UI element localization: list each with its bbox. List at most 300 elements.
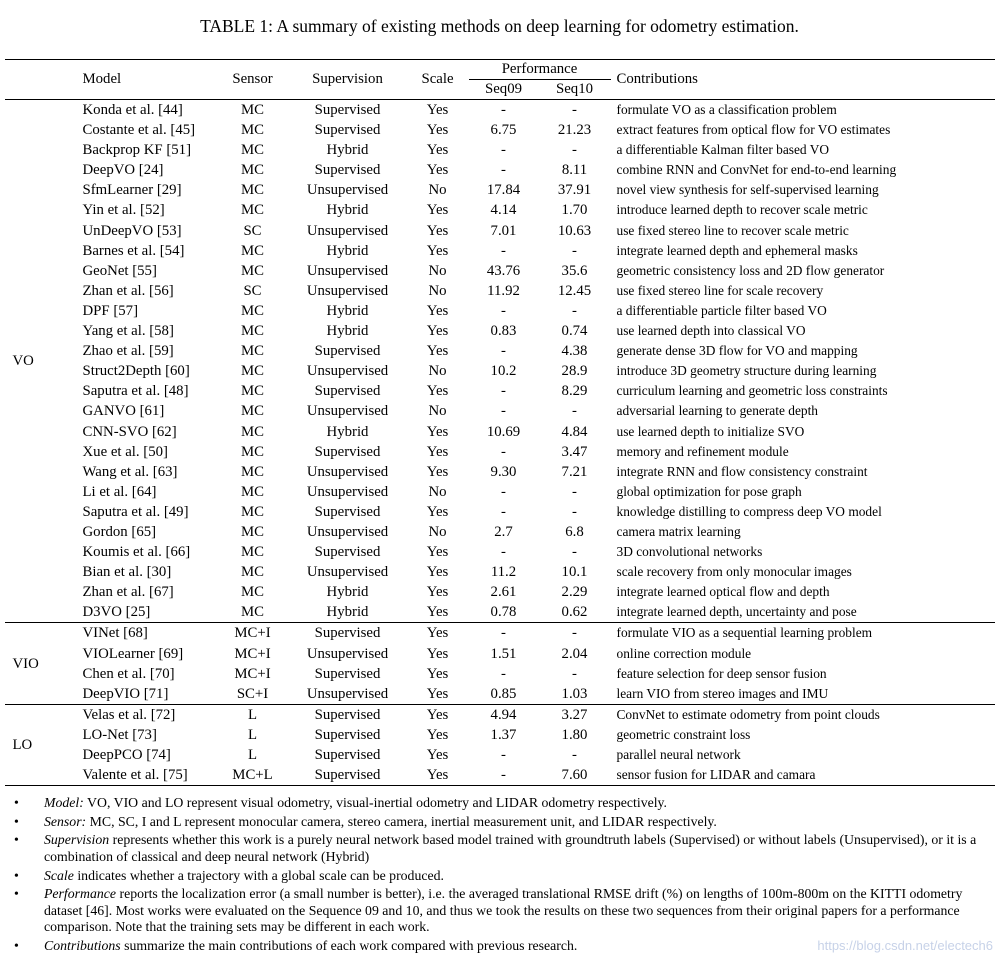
- cell-model: Wang et al. [63]: [82, 463, 178, 480]
- cell-supervision: Unsupervised: [306, 685, 389, 702]
- cell-seq09: 43.76: [486, 262, 521, 279]
- header-seq09: Seq09: [485, 81, 522, 97]
- header-contributions: Contributions: [616, 71, 698, 87]
- cell-contributions: use fixed stereo line for scale recovery: [616, 282, 824, 298]
- table-row: [5, 281, 995, 301]
- cell-supervision: Supervised: [314, 122, 381, 139]
- cell-seq10: 28.9: [561, 363, 588, 380]
- cell-sensor: MC: [240, 262, 265, 279]
- cell-sensor: MC: [240, 383, 265, 400]
- cell-contributions: integrate learned optical flow and depth: [616, 584, 830, 600]
- cell-sensor: MC: [240, 443, 265, 460]
- table-row: [5, 160, 995, 180]
- cell-supervision: Supervised: [314, 726, 381, 743]
- cell-seq10: 21.23: [557, 122, 592, 139]
- cell-supervision: Unsupervised: [306, 403, 389, 420]
- cell-supervision: Hybrid: [326, 142, 369, 159]
- cell-sensor: MC: [240, 202, 265, 219]
- cell-contributions: integrate RNN and flow consistency constraint: [616, 463, 868, 479]
- cell-supervision: Supervised: [314, 343, 381, 360]
- cell-seq10: 1.80: [561, 726, 588, 743]
- cell-sensor: MC: [240, 403, 265, 420]
- header-sensor: Sensor: [232, 71, 273, 87]
- cell-seq09: 10.69: [486, 423, 521, 440]
- cell-sensor: MC: [240, 604, 265, 621]
- cell-model: Backprop KF [51]: [82, 142, 191, 159]
- cell-sensor: MC: [240, 523, 265, 540]
- table-row: [5, 562, 995, 582]
- cell-model: Yin et al. [52]: [82, 202, 165, 219]
- cell-scale: No: [428, 182, 447, 199]
- cell-seq09: 4.94: [469, 704, 539, 725]
- cell-scale: No: [428, 483, 447, 500]
- cell-scale: Yes: [426, 747, 449, 763]
- cell-contributions: geometric consistency loss and 2D flow generator: [616, 262, 885, 278]
- table-row: [5, 542, 995, 562]
- cell-contributions: formulate VO as a classification problem: [611, 100, 995, 121]
- table-row: [5, 301, 995, 321]
- cell-seq10: 7.60: [561, 767, 588, 784]
- table-row: [5, 684, 995, 705]
- cell-model: Zhao et al. [59]: [82, 343, 174, 360]
- cell-seq10: -: [572, 242, 577, 259]
- cell-model: VINet [68]: [77, 623, 217, 644]
- methods-table: [5, 59, 995, 786]
- cell-seq09: -: [501, 747, 506, 763]
- cell-seq10: 0.62: [561, 604, 588, 621]
- cell-model: Barnes et al. [54]: [82, 242, 185, 259]
- cell-seq10: -: [572, 747, 577, 763]
- table-row: [5, 381, 995, 401]
- cell-model: Costante et al. [45]: [82, 122, 196, 139]
- cell-seq10: 4.84: [561, 423, 588, 440]
- cell-scale: Yes: [426, 443, 449, 460]
- cell-sensor: MC: [240, 182, 265, 199]
- cell-seq09: 10.2: [490, 363, 517, 380]
- cell-seq09: 0.85: [490, 685, 517, 702]
- header-supervision: Supervision: [312, 71, 383, 87]
- cell-sensor: MC: [217, 100, 289, 121]
- cell-scale: Yes: [426, 323, 449, 340]
- cell-seq09: 4.14: [490, 202, 517, 219]
- cell-contributions: combine RNN and ConvNet for end-to-end learning: [616, 162, 897, 178]
- cell-seq09: -: [501, 162, 506, 179]
- cell-sensor: MC: [240, 242, 265, 259]
- table-row: [5, 120, 995, 140]
- table-row: [5, 623, 995, 644]
- cell-scale: Yes: [426, 564, 449, 581]
- cell-scale: Yes: [426, 685, 449, 702]
- cell-contributions: use fixed stereo line to recover scale metric: [616, 222, 849, 238]
- cell-scale: No: [428, 282, 447, 299]
- header-group-column: [5, 60, 77, 100]
- cell-seq10: 2.04: [561, 645, 588, 662]
- cell-model: Struct2Depth [60]: [82, 363, 190, 380]
- cell-contributions: online correction module: [616, 645, 752, 661]
- cell-model: GANVO [61]: [82, 403, 165, 420]
- cell-sensor: MC+I: [234, 645, 271, 662]
- cell-seq09: -: [501, 142, 506, 159]
- cell-supervision: Supervised: [314, 443, 381, 460]
- table-row: [5, 180, 995, 200]
- cell-supervision: Supervised: [314, 503, 381, 520]
- cell-supervision: Hybrid: [326, 202, 369, 219]
- cell-seq09: -: [469, 100, 539, 121]
- cell-supervision: Hybrid: [326, 584, 369, 601]
- cell-seq09: 7.01: [490, 222, 517, 239]
- cell-scale: Yes: [426, 122, 449, 139]
- cell-supervision: Supervised: [314, 544, 381, 561]
- cell-contributions: formulate VIO as a sequential learning problem: [611, 623, 995, 644]
- cell-contributions: a differentiable Kalman filter based VO: [616, 142, 830, 158]
- cell-contributions: extract features from optical flow for VO estimates: [616, 122, 891, 138]
- cell-sensor: MC+L: [232, 767, 273, 784]
- cell-scale: Yes: [426, 343, 449, 360]
- cell-seq10: 35.6: [561, 262, 588, 279]
- cell-model: DeepVO [24]: [82, 162, 164, 179]
- cell-scale: Yes: [426, 726, 449, 743]
- cell-supervision: Hybrid: [326, 423, 369, 440]
- cell-supervision: Supervised: [314, 383, 381, 400]
- footnote-lead: Contributions: [44, 937, 121, 953]
- cell-seq09: 1.37: [490, 726, 517, 743]
- cell-seq10: -: [572, 503, 577, 520]
- cell-sensor: SC+I: [236, 685, 269, 702]
- cell-contributions: novel view synthesis for self-supervised learning: [616, 182, 879, 198]
- cell-contributions: introduce learned depth to recover scale metric: [616, 202, 868, 218]
- cell-sensor: SC: [243, 222, 262, 239]
- table-row: [5, 522, 995, 542]
- cell-sensor: SC: [243, 282, 262, 299]
- cell-scale: No: [428, 523, 447, 540]
- table-row: [5, 200, 995, 220]
- cell-contributions: use learned depth into classical VO: [616, 323, 806, 339]
- table-row: [5, 401, 995, 421]
- cell-scale: Yes: [426, 584, 449, 601]
- cell-seq10: -: [572, 302, 577, 319]
- cell-seq10: 7.21: [561, 463, 588, 480]
- footnote-lead: Performance: [44, 886, 117, 902]
- cell-model: LO-Net [73]: [82, 726, 157, 743]
- cell-seq10: 0.74: [561, 323, 588, 340]
- cell-sensor: MC: [240, 302, 265, 319]
- cell-contributions: introduce 3D geometry structure during learning: [616, 363, 877, 379]
- table-row: [5, 341, 995, 361]
- cell-seq10: -: [572, 403, 577, 420]
- cell-seq09: -: [501, 242, 506, 259]
- cell-model: Chen et al. [70]: [82, 665, 175, 682]
- cell-model: UnDeepVO [53]: [82, 222, 182, 239]
- cell-seq10: 8.11: [561, 162, 588, 179]
- cell-seq10: -: [539, 623, 611, 644]
- cell-scale: Yes: [426, 222, 449, 239]
- table-row: [5, 361, 995, 381]
- cell-scale: Yes: [407, 100, 469, 121]
- footnote: • Sensor: MC, SC, I and L represent monocular camera, stereo camera, inertial measurement unit, and LIDAR respectively.: [44, 814, 991, 831]
- cell-scale: Yes: [426, 162, 449, 179]
- footnote: • Contributions summarize the main contributions of each work compared with previous research.: [44, 938, 991, 955]
- cell-seq09: 9.30: [490, 463, 517, 480]
- cell-supervision: Supervised: [314, 747, 381, 763]
- cell-contributions: feature selection for deep sensor fusion: [616, 665, 827, 681]
- cell-seq10: 2.29: [561, 584, 588, 601]
- cell-seq10: 4.38: [561, 343, 588, 360]
- cell-seq10: 6.8: [565, 523, 584, 540]
- cell-scale: Yes: [426, 544, 449, 561]
- group-label-vio: VIO: [5, 623, 77, 704]
- cell-model: DPF [57]: [82, 302, 138, 319]
- footnote: • Model: VO, VIO and LO represent visual odometry, visual-inertial odometry and LIDAR odometry respectively.: [44, 795, 991, 812]
- cell-seq09: -: [501, 403, 506, 420]
- cell-seq10: 3.47: [561, 443, 588, 460]
- cell-scale: No: [428, 262, 447, 279]
- cell-seq10: -: [572, 544, 577, 561]
- cell-seq10: 3.27: [539, 704, 611, 725]
- footnote: • Supervision represents whether this work is a purely neural network based model trained with groundtruth labels (Supervised) or without labels (Unsupervised), or it is a combination of classical and deep neural network (Hybrid): [44, 832, 991, 865]
- cell-model: Koumis et al. [66]: [82, 544, 191, 561]
- cell-model: DeepPCO [74]: [82, 747, 171, 763]
- footnote-lead: Supervision: [44, 832, 110, 848]
- cell-model: Xue et al. [50]: [82, 443, 168, 460]
- cell-model: GeoNet [55]: [82, 262, 157, 279]
- cell-seq09: 0.83: [490, 323, 517, 340]
- table-row: [5, 582, 995, 602]
- footnote-lead: Scale: [44, 867, 74, 883]
- table-row: [5, 745, 995, 765]
- footnote-lead: Model:: [44, 795, 84, 811]
- cell-contributions: geometric constraint loss: [616, 726, 751, 742]
- cell-supervision: Unsupervised: [306, 363, 389, 380]
- cell-supervision: Unsupervised: [306, 262, 389, 279]
- cell-model: Zhan et al. [56]: [82, 282, 174, 299]
- cell-model: Li et al. [64]: [82, 483, 157, 500]
- cell-seq10: 1.03: [561, 685, 588, 702]
- cell-contributions: sensor fusion for LIDAR and camara: [616, 767, 816, 783]
- table-row: [5, 100, 995, 121]
- cell-contributions: a differentiable particle filter based VO: [616, 302, 827, 318]
- cell-contributions: learn VIO from stereo images and IMU: [616, 685, 829, 701]
- cell-contributions: use learned depth to initialize SVO: [616, 423, 805, 439]
- cell-supervision: Unsupervised: [306, 182, 389, 199]
- cell-seq09: 1.51: [490, 645, 517, 662]
- table-row: [5, 765, 995, 786]
- cell-supervision: Supervised: [314, 162, 381, 179]
- cell-sensor: L: [247, 747, 258, 763]
- cell-scale: Yes: [426, 242, 449, 259]
- cell-scale: No: [428, 403, 447, 420]
- cell-seq10: -: [572, 142, 577, 159]
- cell-sensor: MC: [240, 503, 265, 520]
- cell-seq09: 2.7: [494, 523, 513, 540]
- cell-seq09: -: [501, 503, 506, 520]
- cell-supervision: Unsupervised: [306, 483, 389, 500]
- cell-model: Konda et al. [44]: [77, 100, 217, 121]
- header-model: Model: [82, 71, 122, 87]
- cell-sensor: MC: [240, 142, 265, 159]
- cell-seq10: 1.70: [561, 202, 588, 219]
- cell-seq09: -: [501, 443, 506, 460]
- cell-seq09: -: [501, 544, 506, 561]
- cell-supervision: Hybrid: [326, 604, 369, 621]
- cell-seq09: 2.61: [490, 584, 517, 601]
- table-row: [5, 602, 995, 623]
- table-row: [5, 321, 995, 341]
- cell-seq09: 11.92: [487, 282, 520, 299]
- cell-supervision: Unsupervised: [306, 564, 389, 581]
- header-seq10: Seq10: [556, 81, 593, 97]
- cell-model: Zhan et al. [67]: [82, 584, 174, 601]
- cell-supervision: Unsupervised: [306, 222, 389, 239]
- cell-contributions: ConvNet to estimate odometry from point clouds: [611, 704, 995, 725]
- cell-supervision: Unsupervised: [306, 523, 389, 540]
- cell-model: Velas et al. [72]: [77, 704, 217, 725]
- cell-sensor: MC: [240, 564, 265, 581]
- table-row: [5, 482, 995, 502]
- cell-contributions: generate dense 3D flow for VO and mapping: [616, 343, 858, 359]
- cell-sensor: MC: [240, 343, 265, 360]
- group-label-lo: LO: [5, 704, 77, 785]
- cell-supervision: Hybrid: [326, 302, 369, 319]
- cell-scale: No: [428, 363, 447, 380]
- cell-contributions: 3D convolutional networks: [616, 544, 763, 560]
- table-row: [5, 140, 995, 160]
- cell-seq09: -: [501, 343, 506, 360]
- cell-sensor: MC: [240, 544, 265, 561]
- cell-seq09: -: [501, 383, 506, 400]
- cell-contributions: knowledge distilling to compress deep VO model: [616, 503, 882, 519]
- cell-seq09: -: [501, 767, 506, 784]
- cell-seq10: 12.45: [557, 282, 592, 299]
- cell-scale: Yes: [426, 423, 449, 440]
- cell-supervision: Hybrid: [326, 323, 369, 340]
- cell-sensor: MC: [240, 423, 265, 440]
- table-caption: TABLE 1: A summary of existing methods on deep learning for odometry estimation.: [200, 16, 799, 36]
- cell-scale: Yes: [426, 302, 449, 319]
- cell-seq09: -: [501, 665, 506, 682]
- table-row: [5, 462, 995, 482]
- cell-supervision: Hybrid: [326, 242, 369, 259]
- cell-sensor: L: [217, 704, 289, 725]
- cell-seq09: -: [501, 483, 506, 500]
- cell-sensor: MC: [240, 483, 265, 500]
- cell-seq10: -: [572, 665, 577, 682]
- cell-seq09: 6.75: [490, 122, 517, 139]
- cell-model: Bian et al. [30]: [82, 564, 172, 581]
- cell-scale: Yes: [426, 604, 449, 621]
- footnote: • Scale indicates whether a trajectory with a global scale can be produced.: [44, 868, 991, 885]
- cell-model: CNN-SVO [62]: [82, 423, 177, 440]
- table-row: [5, 644, 995, 664]
- cell-supervision: Unsupervised: [306, 282, 389, 299]
- cell-model: SfmLearner [29]: [82, 182, 182, 199]
- table-header: [5, 60, 995, 100]
- cell-seq09: 17.84: [486, 182, 521, 199]
- cell-sensor: MC+I: [217, 623, 289, 644]
- cell-scale: Yes: [426, 645, 449, 662]
- cell-contributions: memory and refinement module: [616, 443, 789, 459]
- cell-supervision: Unsupervised: [306, 645, 389, 662]
- table-row: [5, 221, 995, 241]
- cell-sensor: L: [247, 726, 258, 743]
- cell-seq10: 37.91: [557, 182, 592, 199]
- cell-seq09: -: [469, 623, 539, 644]
- cell-sensor: MC: [240, 363, 265, 380]
- cell-seq09: 0.78: [490, 604, 517, 621]
- cell-contributions: integrate learned depth, uncertainty and pose: [616, 604, 857, 620]
- cell-seq10: 8.29: [561, 383, 588, 400]
- cell-supervision: Supervised: [289, 704, 407, 725]
- group-label-vo: VO: [5, 100, 77, 623]
- cell-seq10: 10.1: [561, 564, 588, 581]
- table-row: [5, 725, 995, 745]
- table-row: [5, 664, 995, 684]
- cell-supervision: Supervised: [314, 767, 381, 784]
- table-body: [5, 100, 995, 786]
- header-performance: Performance: [469, 60, 611, 80]
- cell-sensor: MC: [240, 122, 265, 139]
- cell-model: Gordon [65]: [82, 523, 157, 540]
- footnote: • Performance reports the localization error (a small number is better), i.e. the averaged translational RMSE drift (%) on lengths of 100m-800m on the KITTI odometry dataset [46]. Most works were evaluated on the Sequence 09 and 10, and thus we took the results on these two sequences from their original papers for a performance comparison. Note that the training sets may be different in each work.: [44, 886, 991, 936]
- cell-supervision: Supervised: [289, 100, 407, 121]
- cell-scale: Yes: [426, 767, 449, 784]
- cell-scale: Yes: [426, 503, 449, 520]
- cell-model: Saputra et al. [48]: [82, 383, 189, 400]
- cell-sensor: MC: [240, 323, 265, 340]
- cell-seq09: 11.2: [490, 564, 517, 581]
- cell-seq10: 10.63: [557, 222, 592, 239]
- table-row: [5, 241, 995, 261]
- cell-supervision: Supervised: [314, 665, 381, 682]
- cell-sensor: MC: [240, 584, 265, 601]
- cell-model: Saputra et al. [49]: [82, 503, 189, 520]
- cell-sensor: MC: [240, 463, 265, 480]
- cell-supervision: Unsupervised: [306, 463, 389, 480]
- cell-contributions: curriculum learning and geometric loss constraints: [616, 383, 888, 399]
- cell-contributions: camera matrix learning: [616, 523, 741, 539]
- table-row: [5, 261, 995, 281]
- cell-contributions: adversarial learning to generate depth: [616, 403, 819, 419]
- cell-supervision: Supervised: [289, 623, 407, 644]
- watermark: https://blog.csdn.net/electech6: [817, 938, 993, 953]
- cell-sensor: MC+I: [234, 665, 271, 682]
- header-scale: Scale: [421, 71, 454, 87]
- cell-scale: Yes: [426, 463, 449, 480]
- table-row: [5, 422, 995, 442]
- cell-scale: Yes: [426, 665, 449, 682]
- cell-seq10: -: [539, 100, 611, 121]
- cell-seq10: -: [572, 483, 577, 500]
- cell-scale: Yes: [426, 142, 449, 159]
- cell-contributions: global optimization for pose graph: [616, 483, 802, 499]
- cell-contributions: parallel neural network: [616, 747, 741, 762]
- cell-sensor: MC: [240, 162, 265, 179]
- cell-scale: Yes: [426, 202, 449, 219]
- cell-scale: Yes: [426, 383, 449, 400]
- cell-model: Yang et al. [58]: [82, 323, 174, 340]
- footnote-lead: Sensor:: [44, 813, 87, 829]
- footnotes-list: [0, 795, 999, 954]
- cell-contributions: integrate learned depth and ephemeral masks: [616, 242, 858, 258]
- cell-seq09: -: [501, 302, 506, 319]
- table-row: [5, 502, 995, 522]
- cell-model: VIOLearner [69]: [82, 645, 184, 662]
- cell-model: D3VO [25]: [82, 604, 151, 621]
- table-row: [5, 442, 995, 462]
- cell-scale: Yes: [407, 623, 469, 644]
- table-row: [5, 704, 995, 725]
- cell-model: DeepVIO [71]: [82, 685, 169, 702]
- cell-scale: Yes: [407, 704, 469, 725]
